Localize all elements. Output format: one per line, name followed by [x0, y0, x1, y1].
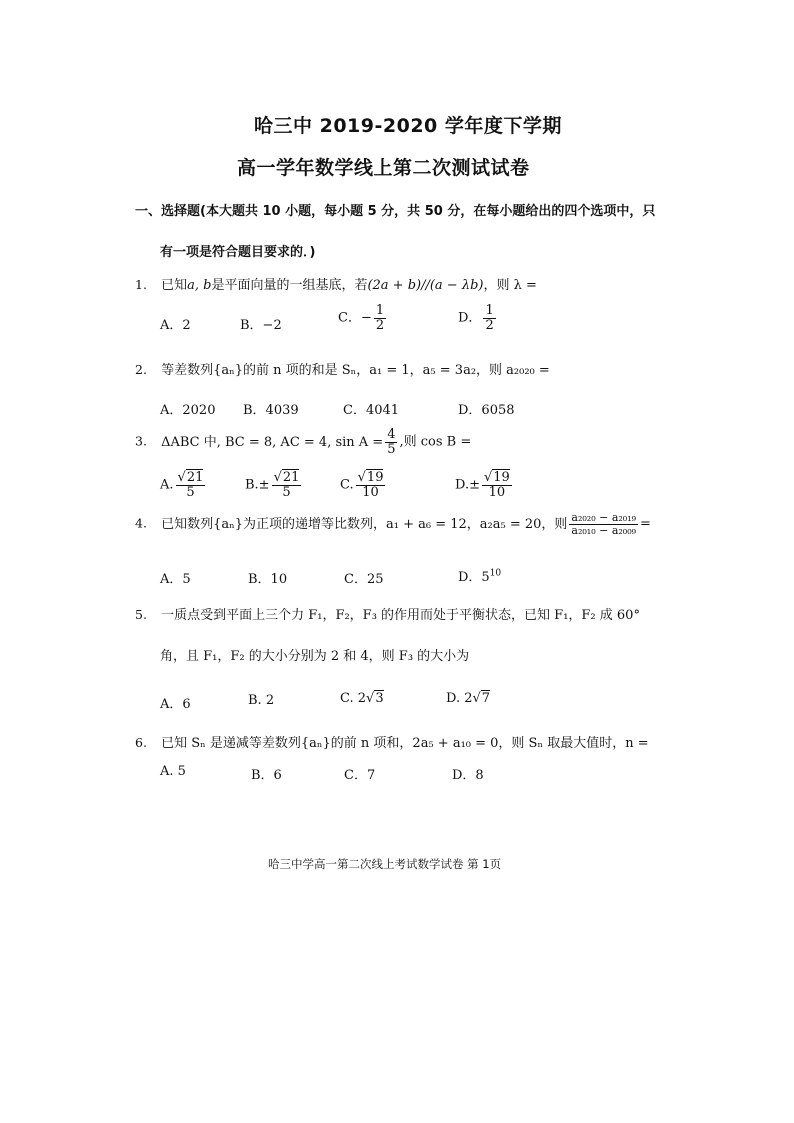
- q4-stem: 已知数列{aₙ}为正项的递增等比数列，a₁ + a₆ = 12，a₂a₅ = 20，则: [161, 516, 568, 532]
- radicand: 21: [186, 470, 204, 485]
- q4-option-c: C．25: [344, 572, 384, 587]
- radicand: 19: [366, 470, 384, 485]
- q3-option-c-fraction: [356, 471, 386, 499]
- fraction-denominator: a₂₀₁₀ − a₂₀₀₉: [571, 523, 637, 537]
- q4-option-d-base: D．5: [458, 570, 490, 585]
- radicand: 3: [375, 691, 384, 706]
- q3-option-a-prefix: A.: [160, 477, 174, 493]
- question-number: 5.: [135, 607, 147, 622]
- question-3: [135, 428, 471, 456]
- q4-option-a: A．5: [160, 572, 191, 587]
- q2-stem: 等差数列{aₙ}的前 n 项的和是 Sₙ，a₁ = 1，a₅ = 3a₂，则 a₂₀₂₀ =: [161, 363, 550, 378]
- q4-fraction: [569, 512, 638, 536]
- fraction-denominator: 5: [282, 484, 291, 500]
- question-6: [135, 734, 649, 753]
- fraction-numerator: √21: [177, 470, 204, 485]
- q1-stem-b: 是平面向量的一组基底，若: [211, 278, 368, 293]
- q3-option-d-fraction: [482, 471, 512, 499]
- q5-option-b: B. 2: [248, 693, 275, 708]
- title-line-1: 哈三中 2019-2020 学年度下学期: [254, 115, 562, 137]
- q3-option-c-prefix: C.: [340, 477, 354, 493]
- fraction-numerator: a₂₀₂₀ − a₂₀₁₉: [571, 511, 637, 524]
- fraction-numerator: 1: [485, 303, 494, 318]
- radicand: 21: [282, 470, 300, 485]
- q4-option-b: B．10: [248, 572, 288, 587]
- question-4: [135, 512, 651, 536]
- q1-vectors: a, b: [187, 278, 212, 293]
- q3-option-c: [340, 471, 387, 499]
- q1-option-c-fraction: [374, 304, 386, 332]
- question-number: 1.: [135, 277, 147, 292]
- q4-stem-end: =: [640, 516, 651, 532]
- q5-option-c-prefix: C. 2: [340, 691, 367, 706]
- question-5: [135, 606, 640, 625]
- section-heading-cont: 有一项是符合题目要求的．): [160, 245, 316, 260]
- q3-option-b-prefix: B.±: [245, 477, 270, 493]
- q5-stem-line-1: 一质点受到平面上三个力 F₁，F₂，F₃ 的作用而处于平衡状态，已知 F₁，F₂ 成 60°: [161, 608, 640, 623]
- q6-option-c: C．7: [344, 768, 376, 783]
- q1-stem-a: 已知: [161, 278, 188, 293]
- fraction-denominator: 5: [387, 441, 396, 457]
- page-footer: 哈三中学高一第二次线上考试数学试卷 第 1页: [268, 857, 502, 871]
- q6-option-d: D．8: [452, 768, 484, 783]
- q3-option-d: [455, 471, 514, 499]
- q6-stem: 已知 Sₙ 是递减等差数列{aₙ}的前 n 项和，2a₅ + a₁₀ = 0，则 Sₙ 取最大值时，n =: [161, 736, 649, 751]
- q6-option-b: B．6: [251, 768, 282, 783]
- q4-option-d: [458, 566, 501, 585]
- fraction-numerator: 4: [387, 427, 396, 442]
- fraction-denominator: 10: [362, 484, 379, 500]
- radicand: 19: [493, 470, 510, 485]
- fraction-numerator: 1: [375, 303, 385, 318]
- q2-option-a: A．2020: [160, 403, 216, 418]
- q1-expr: (2a + b)//(a − λb): [367, 278, 484, 293]
- q3-option-a-fraction: [176, 471, 206, 499]
- q3-option-b-fraction: [272, 471, 302, 499]
- q3-stem-a: ΔABC 中, BC = 8, AC = 4, sin A =: [161, 434, 384, 450]
- q6-option-a: A. 5: [160, 764, 186, 779]
- radicand: 7: [481, 691, 491, 706]
- q2-option-d: D．6058: [458, 403, 515, 418]
- section-heading: 一、选择题(本大题共 10 小题，每小题 5 分，共 50 分，在每小题给出的四个选项中，只: [135, 204, 656, 219]
- q2-option-c: C．4041: [343, 403, 400, 418]
- q1-option-d: [458, 304, 498, 332]
- q1-option-c-prefix: C．−: [338, 310, 372, 326]
- q3-fraction: [385, 428, 397, 456]
- q1-option-c: [338, 304, 388, 332]
- q3-stem-b: ,则 cos B =: [399, 434, 472, 450]
- fraction-numerator: √21: [273, 470, 300, 485]
- q4-option-d-exponent: 10: [489, 568, 502, 579]
- q5-option-a: A．6: [160, 697, 191, 712]
- fraction-denominator: 10: [488, 484, 506, 500]
- q1-stem-c: ，则 λ =: [483, 278, 537, 293]
- q5-option-d: D. 2√7: [446, 691, 491, 706]
- q1-option-d-prefix: D．: [458, 310, 482, 326]
- question-1: [135, 276, 537, 295]
- fraction-denominator: 2: [485, 317, 494, 333]
- q5-option-c: C. 2√3: [340, 691, 384, 706]
- question-number: 2.: [135, 362, 147, 377]
- fraction-denominator: 2: [375, 317, 385, 333]
- fraction-denominator: 5: [186, 484, 195, 500]
- q3-option-d-prefix: D.±: [455, 477, 480, 493]
- q2-option-b: B．4039: [243, 403, 299, 418]
- question-number: 3.: [135, 433, 147, 449]
- fraction-numerator: √19: [483, 470, 510, 485]
- q1-option-b: B．−2: [240, 318, 282, 333]
- q5-stem-line-2: 角，且 F₁，F₂ 的大小分别为 2 和 4，则 F₃ 的大小为: [160, 649, 470, 664]
- q1-option-d-fraction: [483, 304, 495, 332]
- question-2: [135, 361, 550, 380]
- q5-option-d-prefix: D. 2: [446, 691, 473, 706]
- question-number: 6.: [135, 735, 147, 750]
- q1-option-a: A．2: [160, 318, 191, 333]
- q3-option-a: [160, 471, 207, 499]
- title-line-2: 高一学年数学线上第二次测试试卷: [237, 157, 530, 179]
- q3-option-b: [245, 471, 303, 499]
- question-number: 4.: [135, 515, 147, 531]
- fraction-numerator: √19: [357, 470, 384, 485]
